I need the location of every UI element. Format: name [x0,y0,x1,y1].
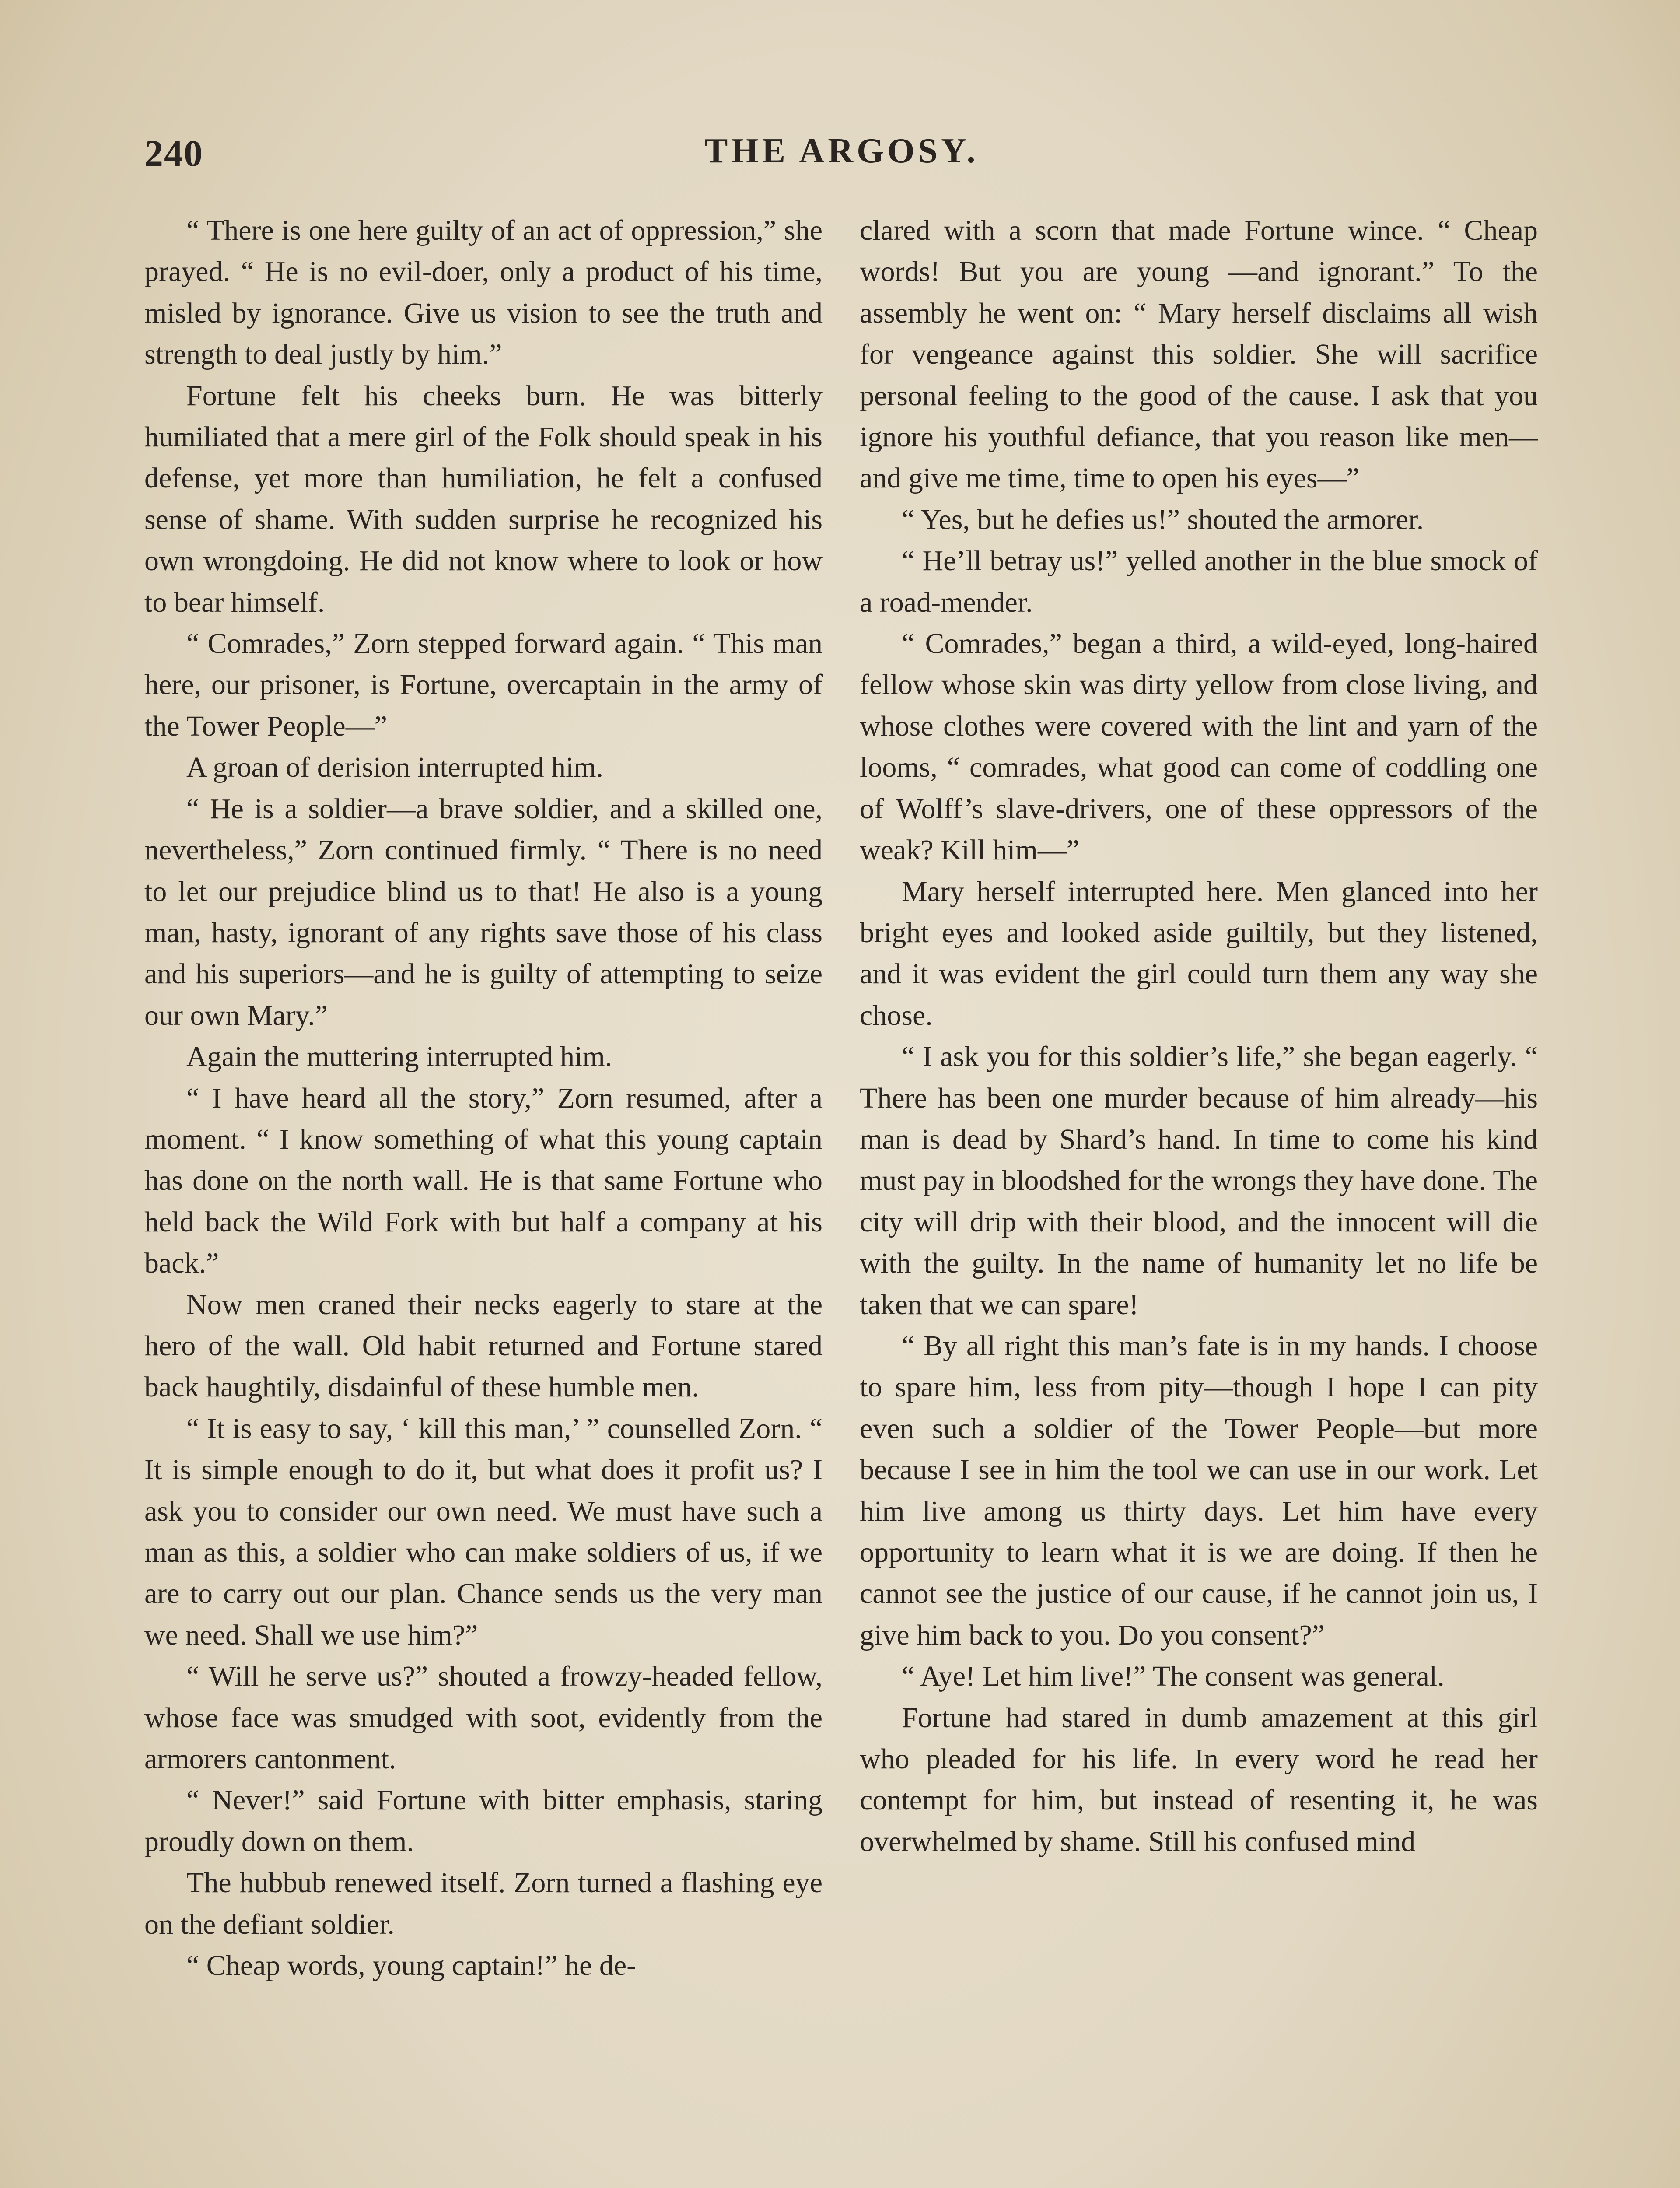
paragraph: A groan of derision interrupted him. [186,751,604,784]
right-column [860,210,1538,1862]
paragraph-continued: clared with a scorn that made Fortune wince. “ Cheap words! But you are young —and ignorant.” To the assembly he went on: “ Mary herself disclaims all wish for vengeance against this soldier. She will sacrifice personal feeling to the good of the cause. I ask that you ignore his youthful defiance, that you reason like men—and give me time, time to open his eyes—” [860,214,1538,494]
paragraph: “ He is a soldier—a brave soldier, and a skilled one, nevertheless,” Zorn continued firmly. “ There is no need to let our prejudice blind us to that! He also is a young man, hasty, ignorant of any rights save those of his class and his superiors—and he is guilty of attempting to seize our own Mary.” [144,792,822,1031]
paragraph: Again the muttering interrupted him. [186,1041,612,1073]
paragraph: “ Comrades,” began a third, a wild-eyed, long-haired fellow whose skin was dirty yellow from close living, and whose clothes were covered with the lint and yarn of the looms, “ comrades, what good can come of coddling one of Wolff’s slave-drivers, one of these oppressors of the weak? Kill him—” [860,628,1538,866]
paragraph: “ Never!” said Fortune with bitter emphasis, staring proudly down on them. [144,1784,822,1858]
paragraph: “ Comrades,” Zorn stepped forward again. “ This man here, our prisoner, is Fortune, overcaptain in the army of the Tower People—” [144,628,822,742]
paragraph: The hubbub renewed itself. Zorn turned a flashing eye on the defiant soldier. [144,1867,822,1940]
running-title: THE ARGOSY. [704,132,979,170]
paragraph: “ Cheap words, young captain!” he de- [186,1950,637,1982]
paragraph: “ I have heard all the story,” Zorn resumed, after a moment. “ I know something of what this young captain has done on the north wall. He is that same Fortune who held back the Wild Fork with but half a company at his back.” [144,1082,822,1280]
paragraph: “ It is easy to say, ‘ kill this man,’ ” counselled Zorn. “ It is simple enough to do it, but what does it profit us? I ask you to consider our own need. We must have such a man as this, a soldier who can make soldiers of us, if we are to carry out our plan. Chance sends us the very man we need. Shall we use him?” [144,1412,822,1651]
paragraph: Fortune had stared in dumb amazement at this girl who pleaded for his life. In every word he read her contempt for him, but instead of resenting it, he was overwhelmed by shame. Still his confused mind [860,1701,1538,1858]
paragraph: “ He’ll betray us!” yelled another in the blue smock of a road-mender. [860,545,1538,618]
paragraph: “ There is one here guilty of an act of oppression,” she prayed. “ He is no evil-doer, only a product of his time, misled by ignorance. Give us vision to see the truth and strength to deal justly by him.” [144,214,822,371]
left-column [144,210,822,1986]
paragraph: “ I ask you for this soldier’s life,” she began eagerly. “ There has been one murder because of him already—his man is dead by Shard’s hand. In time to come his kind must pay in bloodshed for the wrongs they have done. The city will drip with their blood, and the innocent will die with the guilty. In the name of humanity let no life be taken that we can spare! [860,1041,1538,1321]
paragraph: Fortune felt his cheeks burn. He was bitterly humiliated that a mere girl of the Folk should speak in his defense, yet more than humiliation, he felt a confused sense of shame. With sudden surprise he recognized his own wrongdoing. He did not know where to look or how to bear himself. [144,379,822,618]
paragraph: “ Yes, but he defies us!” shouted the armorer. [902,503,1424,536]
paragraph: Mary herself interrupted here. Men glanced into her bright eyes and looked aside guiltily, but they listened, and it was evident the girl could turn them any way she chose. [860,875,1538,1031]
paragraph: “ Aye! Let him live!” The consent was general. [902,1660,1445,1693]
paragraph: Now men craned their necks eagerly to stare at the hero of the wall. Old habit returned and Fortune stared back haughtily, disdainful of these humble men. [144,1288,822,1403]
paragraph: “ Will he serve us?” shouted a frowzy-headed fellow, whose face was smudged with soot, evidently from the armorers cantonment. [144,1660,822,1775]
paragraph: “ By all right this man’s fate is in my hands. I choose to spare him, less from pity—though I hope I can pity even such a soldier of the Tower People—but more because I see in him the tool we can use in our work. Let him live among us thirty days. Let him have every opportunity to learn what it is we are doing. If then he cannot see the justice of our cause, if he cannot join us, I give him back to you. Do you consent?” [860,1329,1538,1651]
page-header [144,131,1544,188]
page-number: 240 [144,132,203,174]
